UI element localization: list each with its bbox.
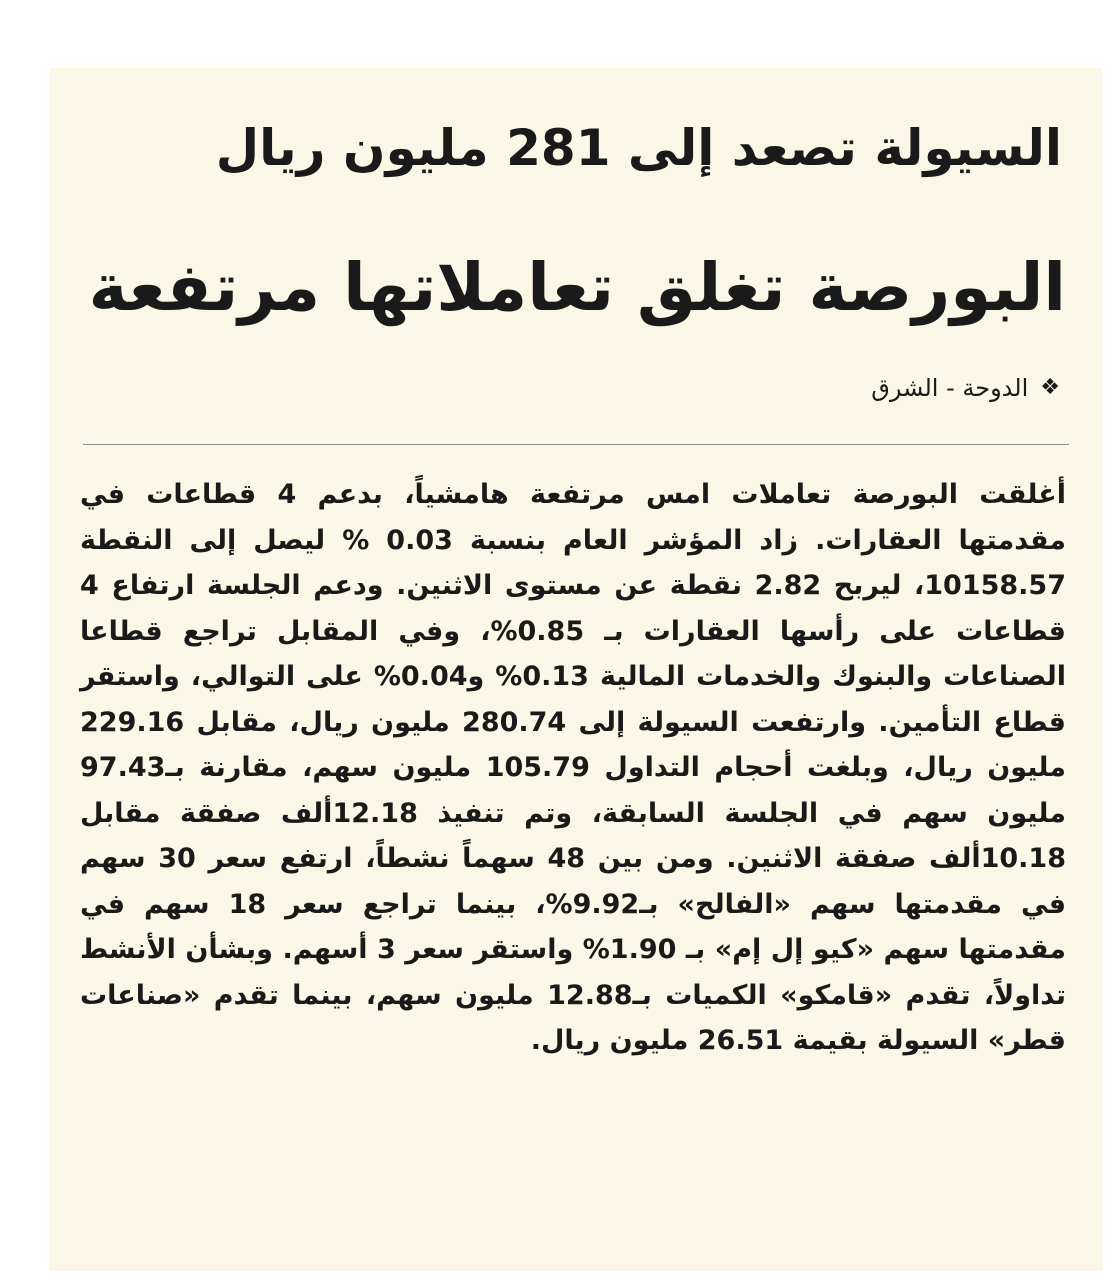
byline-text: الدوحة - الشرق <box>871 374 1029 402</box>
divider <box>83 444 1069 445</box>
article-body: أغلقت البورصة تعاملات امس مرتفعة هامشياً، بدعم 4 قطاعات في مقدمتها العقارات. زاد المؤشر العام بنسبة 0.03 % ليصل إلى النقطة 10158.57، ليربح 2.82 نقطة عن مستوى الاثنين. ودعم الجلسة ارتفاع 4 قطاعات على رأسها العقارات بـ 0.85%، وفي المقابل تراجع قطاعا الصناعات والبنوك والخدمات المالية 0.13% و0.04% على التوالي، واستقر قطاع التأمين. وارتفعت السيولة إلى 280.74 مليون ريال، مقابل 229.16 مليون ريال، وبلغت أحجام التداول 105.79 مليون سهم، مقارنة بـ97.43 مليون سهم في الجلسة السابقة، وتم تنفيذ 12.18ألف صفقة مقابل 10.18ألف صفقة الاثنين. ومن بين 48 سهماً نشطاً، ارتفع سعر 30 سهم في مقدمتها سهم «الفالح» بـ9.92%، بينما تراجع سعر 18 سهم في مقدمتها سهم «كيو إل إم» بـ 1.90% واستقر سعر 3 أسهم. وبشأن الأنشط تداولاً، تقدم «قامكو» الكميات بـ12.88 مليون سهم، بينما تقدم «صناعات قطر» السيولة بقيمة 26.51 مليون ريال. <box>80 479 1067 1056</box>
headline-main: البورصة تغلق تعاملاتها مرتفعة <box>88 249 1066 326</box>
diamond-bullet-icon: ❖ <box>1040 375 1060 400</box>
news-article <box>50 68 1102 1271</box>
headline-top: السيولة تصعد إلى 281 مليون ريال <box>215 119 1062 177</box>
byline <box>871 368 1060 408</box>
